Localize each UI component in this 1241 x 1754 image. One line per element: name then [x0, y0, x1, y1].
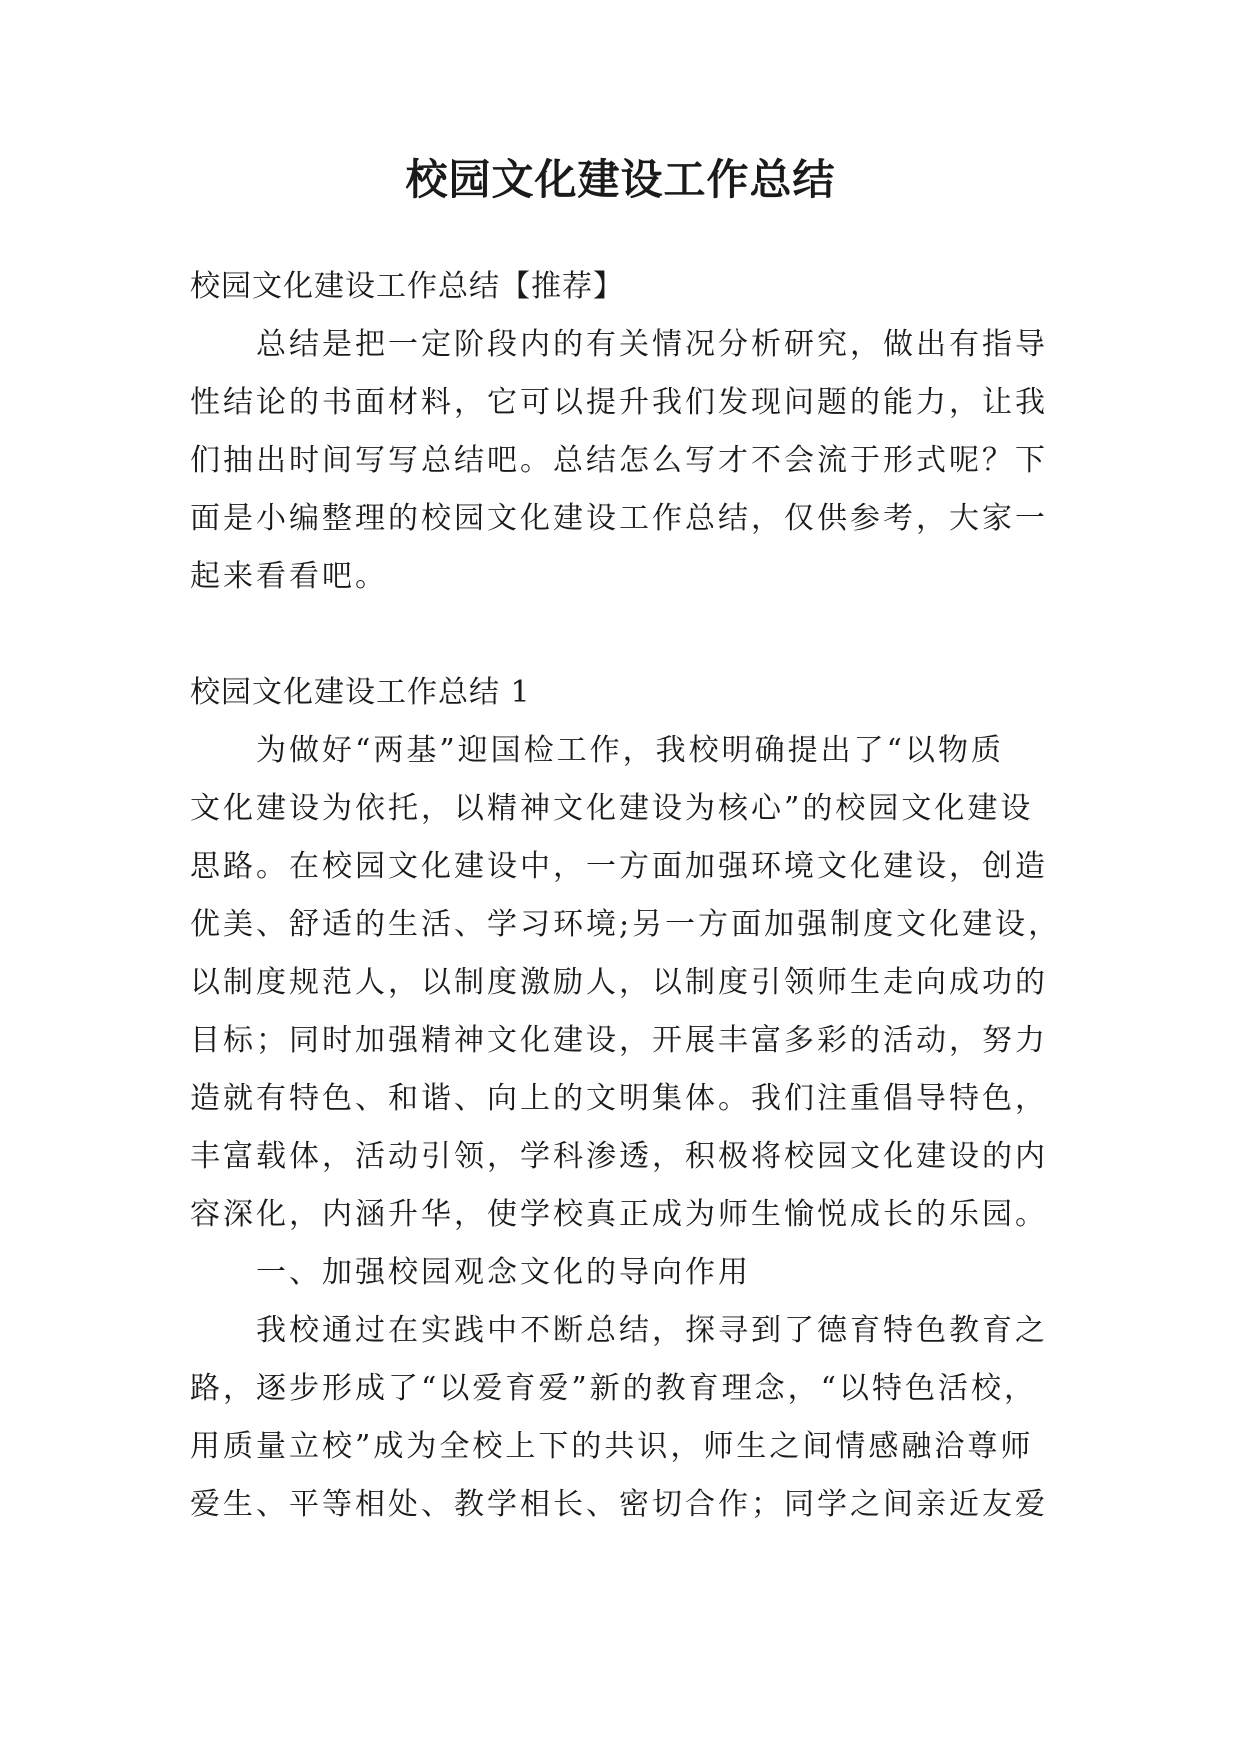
paragraph-line: 面是小编整理的校园文化建设工作总结，仅供参考，大家一	[190, 501, 1048, 536]
paragraph-gap	[190, 606, 1062, 664]
paragraph-line: 文化建设为依托，以精神文化建设为核心”的校园文化建设	[190, 791, 1034, 826]
document-title: 校园文化建设工作总结	[405, 155, 836, 204]
paragraph-line: 我校通过在实践中不断总结，探寻到了德育特色教育之	[256, 1313, 1048, 1348]
paragraph-line: 性结论的书面材料，它可以提升我们发现问题的能力，让我	[190, 385, 1048, 420]
subsection-paragraph	[190, 1302, 1062, 1534]
paragraph-line: 爱生、平等相处、教学相长、密切合作；同学之间亲近友爱	[190, 1487, 1048, 1522]
intro-paragraph	[190, 316, 1062, 606]
paragraph-line: 丰富载体，活动引领，学科渗透，积极将校园文化建设的内	[190, 1139, 1048, 1174]
paragraph-line: 以制度规范人，以制度激励人，以制度引领师生走向成功的	[190, 965, 1048, 1000]
paragraph-line: 总结是把一定阶段内的有关情况分析研究，做出有指导	[256, 327, 1048, 362]
paragraph-line: 优美、舒适的生活、学习环境;另一方面加强制度文化建设，	[190, 907, 1062, 942]
paragraph-line: 起来看看吧。	[190, 559, 388, 594]
paragraph-line: 为做好“两基”迎国检工作，我校明确提出了“以物质	[256, 733, 1005, 768]
section-paragraph	[190, 722, 1062, 1244]
paragraph-line: 们抽出时间写写总结吧。总结怎么写才不会流于形式呢？下	[190, 443, 1048, 478]
section-heading: 校园文化建设工作总结 1	[190, 675, 531, 710]
paragraph-line: 思路。在校园文化建设中，一方面加强环境文化建设，创造	[190, 849, 1048, 884]
document-body	[190, 258, 1062, 1534]
paragraph-line: 用质量立校”成为全校上下的共识，师生之间情感融洽尊师	[190, 1429, 1034, 1464]
paragraph-line: 容深化，内涵升华，使学校真正成为师生愉悦成长的乐园。	[190, 1197, 1048, 1232]
paragraph-line: 目标；同时加强精神文化建设，开展丰富多彩的活动，努力	[190, 1023, 1048, 1058]
paragraph-line: 造就有特色、和谐、向上的文明集体。我们注重倡导特色，	[190, 1081, 1048, 1116]
paragraph-line: 路，逐步形成了“以爱育爱”新的教育理念，“以特色活校，	[190, 1371, 1038, 1406]
header-line: 校园文化建设工作总结【推荐】	[190, 269, 624, 304]
subheading: 一、加强校园观念文化的导向作用	[256, 1255, 751, 1290]
